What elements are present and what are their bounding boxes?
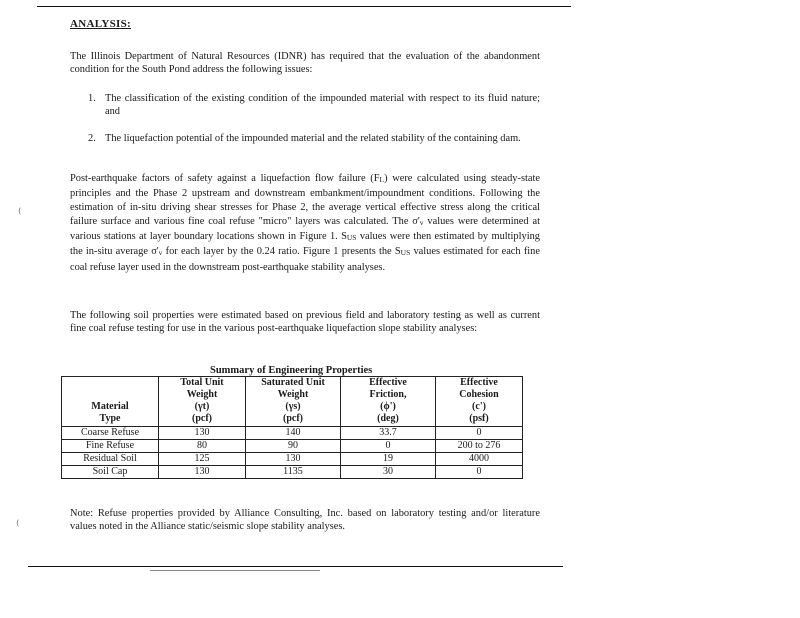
intro-paragraph: The Illinois Department of Natural Resources (IDNR) has required that the evaluation of the abandonment condition for the South Pond address the following issues: xyxy=(70,51,540,76)
issue-text: The classification of the existing condition of the impounded material with respect to its fluid nature; and xyxy=(105,93,540,118)
cell-effective-cohesion: 200 to 276 xyxy=(436,440,523,453)
cell-effective-friction: 0 xyxy=(341,440,436,453)
header-line: (pcf) xyxy=(192,413,212,424)
para-text: values were determined at various stations at layer boundary locations shown in Figure 1. S xyxy=(70,216,540,243)
subscript: US xyxy=(346,233,357,243)
header-line: Total Unit xyxy=(180,377,224,388)
table-row xyxy=(62,427,523,440)
cell-effective-cohesion: 4000 xyxy=(436,453,523,466)
cell-material: Soil Cap xyxy=(62,466,159,479)
margin-punch-mark: ⁽ xyxy=(18,206,22,222)
soil-properties-paragraph: The following soil properties were estimated based on previous field and laboratory testing as well as current fine coal refuse testing for use in the various post-earthquake liquefaction slope stability analyses: xyxy=(70,310,540,335)
cell-total-unit-weight: 130 xyxy=(159,466,246,479)
subscript: L xyxy=(379,175,385,184)
header-line: (pcf) xyxy=(283,413,303,424)
header-line: Weight xyxy=(277,389,309,400)
header-line: Saturated Unit xyxy=(261,377,325,388)
table-note: Note: Refuse properties provided by Alliance Consulting, Inc. based on laboratory testing and/or literature values noted in the Alliance static/seismic slope stability analyses. xyxy=(70,508,540,533)
header-line: Material xyxy=(91,401,129,412)
cell-material: Residual Soil xyxy=(62,453,159,466)
header-effective-friction xyxy=(341,377,436,427)
cell-saturated-unit-weight: 1135 xyxy=(246,466,341,479)
header-effective-cohesion xyxy=(436,377,523,427)
header-saturated-unit-weight xyxy=(246,377,341,427)
header-line: (γs) xyxy=(285,401,301,412)
header-line: (c') xyxy=(472,401,486,412)
cell-saturated-unit-weight: 140 xyxy=(246,427,341,440)
subscript: v xyxy=(419,218,424,228)
subscript: v xyxy=(158,248,163,258)
table-row xyxy=(62,453,523,466)
header-total-unit-weight xyxy=(159,377,246,427)
header-line: Friction, xyxy=(369,389,407,400)
para-text: for each layer by the 0.24 ratio. Figure 1 presents the S xyxy=(162,246,401,258)
table-title: Summary of Engineering Properties xyxy=(210,365,373,376)
table-header-row xyxy=(62,377,523,427)
header-line: (deg) xyxy=(377,413,399,424)
cell-effective-cohesion: 0 xyxy=(436,466,523,479)
header-line: Type xyxy=(99,413,121,424)
cell-total-unit-weight: 130 xyxy=(159,427,246,440)
issue-number: 2. xyxy=(88,133,96,144)
engineering-properties-table xyxy=(61,376,523,479)
cell-saturated-unit-weight: 130 xyxy=(246,453,341,466)
para-text: values were then estimated by multiplying the in-situ average σ' xyxy=(70,231,540,258)
cell-effective-friction: 19 xyxy=(341,453,436,466)
para-text: ) were calculated using steady-state principles and the Phase 2 upstream and downstream embankment/impoundment conditions. Following the estimation of in-situ driving shear stresses for Phase 2, the average vertical effective stress along the critical failure surface and various fine coal refuse "micro" layers was calculated. The σ' xyxy=(70,173,540,228)
header-line: Effective xyxy=(460,377,498,388)
top-rule xyxy=(37,6,571,7)
table-row xyxy=(62,440,523,453)
header-line: (ϕ') xyxy=(380,401,396,412)
cell-effective-cohesion: 0 xyxy=(436,427,523,440)
cell-effective-friction: 33.7 xyxy=(341,427,436,440)
header-line: Weight xyxy=(186,389,218,400)
cell-total-unit-weight: 80 xyxy=(159,440,246,453)
cell-effective-friction: 30 xyxy=(341,466,436,479)
para-text: Post-earthquake factors of safety against a liquefaction flow failure (F xyxy=(70,173,380,184)
cell-material: Fine Refuse xyxy=(62,440,159,453)
header-line: Cohesion xyxy=(459,389,499,400)
section-heading: ANALYSIS: xyxy=(70,18,131,30)
table-row xyxy=(62,466,523,479)
issue-text: The liquefaction potential of the impounded material and the related stability of the containing dam. xyxy=(105,133,521,144)
analysis-paragraph xyxy=(70,172,540,275)
subscript: US xyxy=(400,248,411,258)
para-text: values estimated for each fine coal refuse layer used in the downstream post-earthquake stability analyses. xyxy=(70,246,540,273)
header-material-type xyxy=(62,377,159,427)
cell-total-unit-weight: 125 xyxy=(159,453,246,466)
header-line: (γt) xyxy=(194,401,210,412)
header-line: Effective xyxy=(369,377,407,388)
cell-saturated-unit-weight: 90 xyxy=(246,440,341,453)
bottom-rule xyxy=(28,566,563,567)
bottom-rule-secondary xyxy=(150,570,320,571)
margin-punch-mark: ⁽ xyxy=(16,518,20,534)
header-line: (psf) xyxy=(469,413,489,424)
issue-number: 1. xyxy=(88,93,96,104)
cell-material: Coarse Refuse xyxy=(62,427,159,440)
